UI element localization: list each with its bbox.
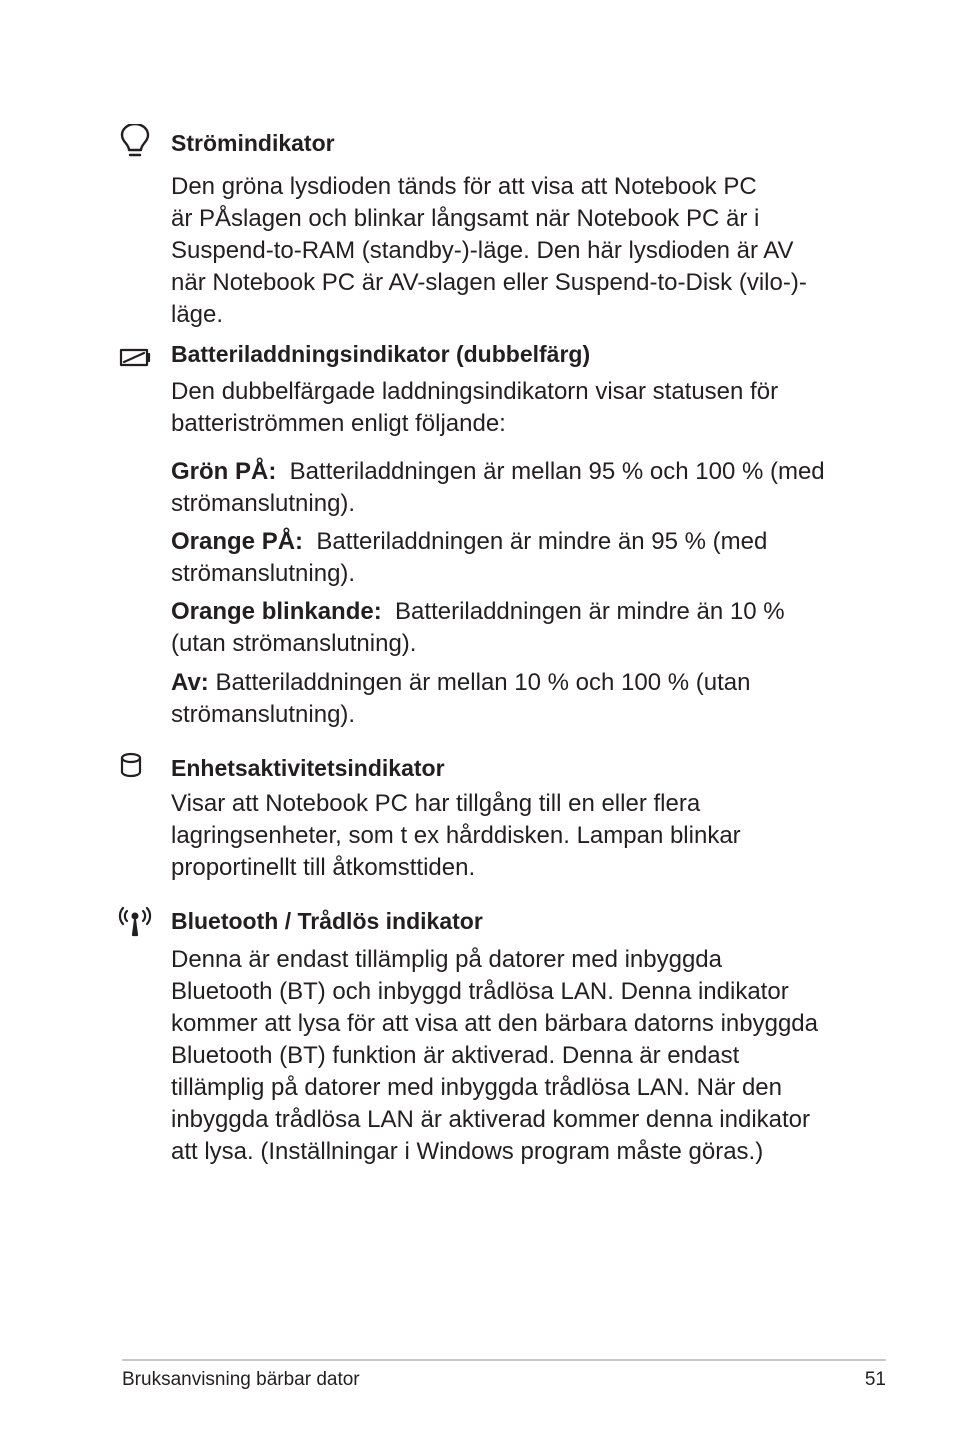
text-line: Bluetooth (BT) och inbyggd trådlösa LAN. Denna indikator	[171, 978, 789, 1005]
state-term: Av:	[171, 669, 209, 696]
text-line: (utan strömanslutning).	[171, 630, 417, 657]
page-number: 51	[864, 1369, 886, 1390]
text-line: tillämplig på datorer med inbyggda trådlösa LAN. När den	[171, 1074, 783, 1101]
lightbulb-icon	[118, 124, 152, 158]
text-line: proportinellt till åtkomsttiden.	[171, 854, 476, 881]
text-line: när Notebook PC är AV-slagen eller Suspend-to-Disk (vilo-)-	[171, 269, 807, 296]
state-term: Orange PÅ:	[171, 528, 304, 555]
text-line: strömanslutning).	[171, 701, 356, 728]
text-line: läge.	[171, 301, 224, 328]
wireless-indicator-description	[171, 944, 851, 1168]
text-line: att lysa. (Inställningar i Windows program måste göras.)	[171, 1138, 764, 1165]
text-line: är PÅslagen och blinkar långsamt när Notebook PC är i	[171, 205, 760, 232]
state-text: Batteriladdningen är mellan 10 % och 100 % (utan	[208, 669, 751, 696]
battery-state-orange-on	[171, 526, 851, 590]
wireless-indicator-heading: Bluetooth / Trådlös indikator	[171, 908, 483, 934]
text-line: Suspend-to-RAM (standby-)-läge. Den här lysdioden är AV	[171, 237, 794, 264]
battery-indicator-description	[171, 376, 851, 440]
text-line: Den gröna lysdioden tänds för att visa att Notebook PC	[171, 173, 757, 200]
text-line: strömanslutning).	[171, 490, 356, 517]
wireless-antenna-icon	[118, 904, 152, 938]
battery-state-green	[171, 456, 851, 520]
text-line: kommer att lysa för att visa att den bärbara datorns inbyggda	[171, 1010, 819, 1037]
battery-state-orange-blinking	[171, 596, 851, 660]
text-line: Visar att Notebook PC har tillgång till en eller flera	[171, 790, 701, 817]
state-term: Orange blinkande:	[171, 598, 382, 625]
battery-state-off	[171, 667, 851, 731]
power-indicator-description	[171, 171, 851, 331]
state-text: Batteriladdningen är mellan 95 % och 100 % (med	[276, 458, 825, 485]
text-line: Bluetooth (BT) funktion är aktiverad. Denna är endast	[171, 1042, 740, 1069]
footer-title: Bruksanvisning bärbar dator	[122, 1369, 360, 1390]
power-indicator-heading: Strömindikator	[171, 130, 335, 156]
drive-indicator-heading: Enhetsaktivitetsindikator	[171, 755, 445, 781]
state-text: Batteriladdningen är mindre än 95 % (med	[303, 528, 768, 555]
footer-divider	[122, 1359, 886, 1361]
text-line: lagringsenheter, som t ex hårddisken. Lampan blinkar	[171, 822, 741, 849]
state-term: Grön PÅ:	[171, 458, 277, 485]
text-line: Den dubbelfärgade laddningsindikatorn visar statusen för	[171, 378, 779, 405]
battery-charge-icon	[118, 340, 152, 374]
battery-indicator-heading: Batteriladdningsindikator (dubbelfärg)	[171, 341, 591, 367]
text-line: Denna är endast tillämplig på datorer med inbyggda	[171, 946, 723, 973]
drive-cylinder-icon	[118, 750, 152, 784]
text-line: batteriströmmen enligt följande:	[171, 410, 506, 437]
state-text: Batteriladdningen är mindre än 10 %	[381, 598, 785, 625]
text-line: strömanslutning).	[171, 560, 356, 587]
text-line: inbyggda trådlösa LAN är aktiverad kommer denna indikator	[171, 1106, 811, 1133]
drive-indicator-description	[171, 788, 851, 884]
